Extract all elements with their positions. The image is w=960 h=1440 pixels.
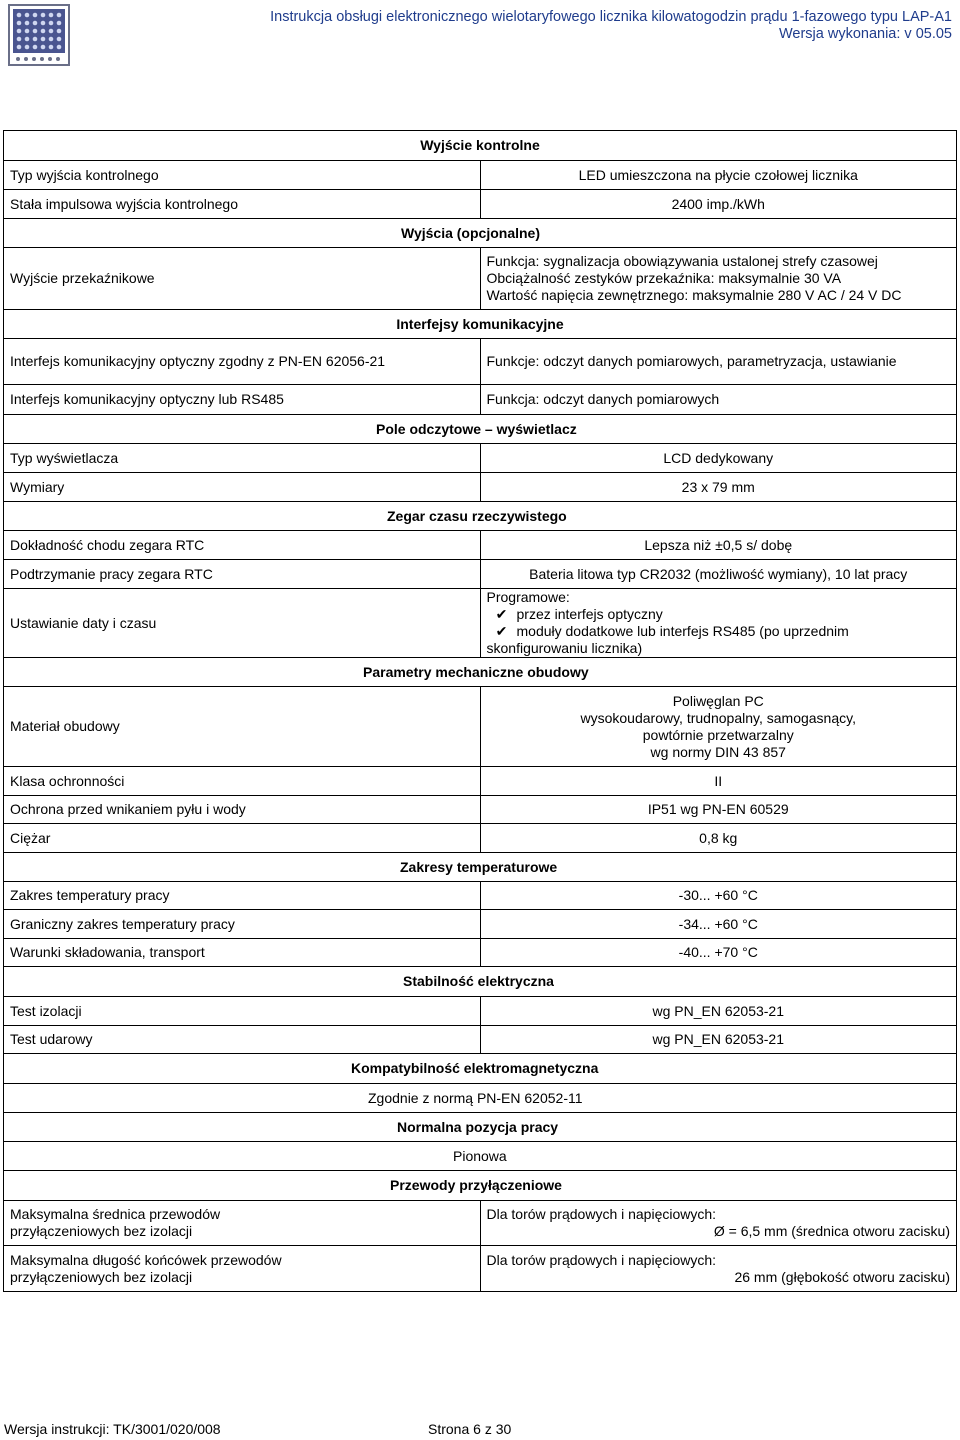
section-title: Interfejsy komunikacyjne	[396, 315, 564, 332]
section-przewody	[4, 1171, 957, 1201]
company-logo-icon	[8, 4, 70, 66]
list-item-text: moduły dodatkowe lub interfejs RS485 (po uprzednim skonfigurowaniu licznika)	[486, 623, 849, 656]
row-label: Dokładność chodu zegara RTC	[4, 531, 481, 560]
table-row	[4, 882, 957, 910]
table-row	[4, 473, 957, 502]
row-label: Klasa ochronności	[4, 767, 481, 796]
section-title: Przewody przyłączeniowe	[390, 1177, 562, 1193]
header-title: Instrukcja obsługi elektronicznego wielotaryfowego licznika kilowatogodzin prądu 1-fazowego typu LAP-A1	[270, 9, 952, 25]
section-row	[4, 131, 957, 161]
checkmark-icon: ✔	[495, 606, 508, 622]
row-label: Typ wyjścia kontrolnego	[4, 161, 481, 190]
row-label: Podtrzymanie pracy zegara RTC	[4, 560, 481, 589]
section-title: Zegar czasu rzeczywistego	[387, 507, 567, 524]
section-temperatury	[4, 853, 957, 882]
position-value: Pionowa	[453, 1147, 507, 1164]
row-value	[480, 687, 957, 767]
material-line: wysokoudarowy, trudnopalny, samogasnący,	[580, 709, 856, 726]
row-value-right: Ø = 6,5 mm (średnica otworu zacisku)	[713, 1223, 950, 1239]
section-row	[4, 502, 957, 531]
table-row	[4, 444, 957, 473]
table-row	[4, 796, 957, 824]
row-value	[480, 1246, 957, 1292]
row-value: 0,8 kg	[480, 824, 957, 853]
row-label	[4, 1201, 481, 1246]
material-line: powtórnie przetwarzalny	[642, 726, 794, 743]
row-label: Warunki składowania, transport	[4, 939, 481, 967]
table-row	[4, 190, 957, 219]
checkmark-icon: ✔	[495, 623, 508, 639]
row-value: Funkcje: odczyt danych pomiarowych, parametryzacja, ustawianie	[480, 339, 957, 385]
table-row	[4, 997, 957, 1026]
page-header	[270, 9, 952, 43]
table-row	[4, 1026, 957, 1054]
row-label: Interfejs komunikacyjny optyczny zgodny z PN-EN 62056-21	[4, 339, 481, 385]
row-value	[4, 1142, 957, 1171]
section-stabilnosc	[4, 967, 957, 997]
row-value: IP51 wg PN-EN 60529	[480, 796, 957, 824]
row-label	[4, 1246, 481, 1292]
row-label: Interfejs komunikacyjny optyczny lub RS485	[4, 385, 481, 415]
section-kompatybilnosc	[4, 1054, 957, 1084]
row-value: wg PN_EN 62053-21	[480, 997, 957, 1026]
table-row	[4, 589, 957, 658]
table-row	[4, 248, 957, 310]
table-row	[4, 560, 957, 589]
material-line: wg normy DIN 43 857	[650, 743, 786, 760]
row-label: Test udarowy	[4, 1026, 481, 1054]
section-zegar	[4, 502, 957, 531]
section-pozycja	[4, 1113, 957, 1142]
section-row	[4, 853, 957, 882]
row-label: Wymiary	[4, 473, 481, 502]
row-label-line: Maksymalna długość końcówek przewodów	[10, 1251, 282, 1268]
table-row	[4, 385, 957, 415]
table-row	[4, 1142, 957, 1171]
table-row	[4, 1246, 957, 1292]
section-wyjscie-kontrolne: Wyjście kontrolne	[4, 131, 957, 161]
header-version: Wersja wykonania: v 05.05	[778, 26, 952, 42]
table-row	[4, 161, 957, 190]
row-value: wg PN_EN 62053-21	[480, 1026, 957, 1054]
section-title: Zakresy temperaturowe	[400, 858, 558, 875]
row-value-split	[487, 1206, 951, 1223]
row-label: Graniczny zakres temperatury pracy	[4, 910, 481, 939]
table-row	[4, 1201, 957, 1246]
section-title: Pole odczytowe – wyświetlacz	[376, 420, 577, 437]
section-row	[4, 1113, 957, 1142]
section-row	[4, 310, 957, 339]
list-item-text: przez interfejs optyczny	[516, 606, 663, 622]
section-wyjscia-opcjonalne	[4, 219, 957, 248]
row-label: Ochrona przed wnikaniem pyłu i wody	[4, 796, 481, 824]
row-value	[4, 1084, 957, 1113]
table-row	[4, 531, 957, 560]
setting-intro: Programowe:	[486, 589, 570, 605]
row-value	[480, 1201, 957, 1246]
material-line: Poliwęglan PC	[672, 692, 764, 709]
table-row	[4, 767, 957, 796]
row-value: Bateria litowa typ CR2032 (możliwość wymiany), 10 lat pracy	[480, 560, 957, 589]
row-value: -34... +60 °C	[480, 910, 957, 939]
section-interfejsy	[4, 310, 957, 339]
table-row	[4, 687, 957, 767]
relay-function: Funkcja: sygnalizacja obowiązywania ustalonej strefy czasowej	[486, 253, 878, 269]
table-row	[4, 939, 957, 967]
row-value: II	[480, 767, 957, 796]
row-value: 23 x 79 mm	[480, 473, 957, 502]
row-label: Ustawianie daty i czasu	[4, 589, 481, 658]
section-mechaniczne	[4, 658, 957, 687]
row-value: LED umieszczona na płycie czołowej licznika	[480, 161, 957, 190]
row-label-line: przyłączeniowych bez izolacji	[10, 1268, 193, 1285]
row-label: Materiał obudowy	[4, 687, 481, 767]
section-title: Stabilność elektryczna	[403, 973, 554, 989]
list-item	[487, 606, 951, 623]
relay-voltage: Wartość napięcia zewnętrznego: maksymalnie 280 V AC / 24 V DC	[486, 287, 902, 303]
row-label-line: przyłączeniowych bez izolacji	[10, 1223, 193, 1239]
section-row	[4, 415, 957, 444]
row-value: 2400 imp./kWh	[480, 190, 957, 219]
row-value-left: Dla torów prądowych i napięciowych:	[486, 1251, 717, 1268]
row-value: Lepsza niż ±0,5 s/ dobę	[480, 531, 957, 560]
footer-version: Wersja instrukcji: TK/3001/020/008	[4, 1421, 221, 1437]
row-value	[480, 248, 957, 310]
row-label-line: Maksymalna średnica przewodów	[10, 1206, 221, 1222]
section-row	[4, 219, 957, 248]
row-value	[480, 589, 957, 658]
section-title: Normalna pozycja pracy	[397, 1118, 559, 1135]
list-item	[487, 623, 951, 657]
section-row	[4, 1171, 957, 1201]
section-title: Parametry mechaniczne obudowy	[363, 663, 589, 680]
row-label: Wyjście przekaźnikowe	[4, 248, 481, 310]
relay-load: Obciążalność zestyków przekaźnika: maksymalnie 30 VA	[486, 270, 842, 286]
table-row	[4, 1084, 957, 1113]
row-value-right: 26 mm (głębokość otworu zacisku)	[734, 1268, 950, 1285]
row-label: Ciężar	[4, 824, 481, 853]
row-label: Test izolacji	[4, 997, 481, 1026]
row-label: Stała impulsowa wyjścia kontrolnego	[4, 190, 481, 219]
compat-value: Zgodnie z normą PN-EN 62052-11	[368, 1089, 583, 1106]
row-value: -30... +60 °C	[480, 882, 957, 910]
table-row	[4, 910, 957, 939]
table-row	[4, 339, 957, 385]
section-pole	[4, 415, 957, 444]
footer-page-number: Strona 6 z 30	[428, 1421, 512, 1437]
row-value: -40... +70 °C	[480, 939, 957, 967]
section-title: Kompatybilność elektromagnetyczna	[351, 1060, 599, 1076]
row-value: LCD dedykowany	[480, 444, 957, 473]
spec-table	[3, 130, 957, 1292]
row-value-left: Dla torów prądowych i napięciowych:	[486, 1206, 717, 1222]
section-row	[4, 658, 957, 687]
row-label: Zakres temperatury pracy	[4, 882, 481, 910]
section-title: Wyjścia (opcjonalne)	[401, 224, 540, 241]
section-row	[4, 1054, 957, 1084]
table-row	[4, 824, 957, 853]
row-label: Typ wyświetlacza	[4, 444, 481, 473]
section-row	[4, 967, 957, 997]
row-value: Funkcja: odczyt danych pomiarowych	[480, 385, 957, 415]
